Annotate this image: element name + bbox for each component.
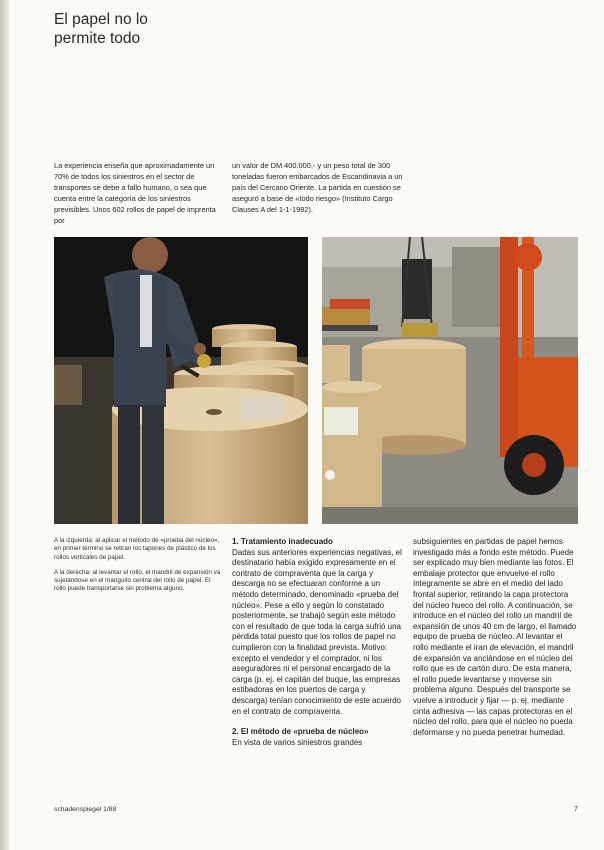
- section-2-text: En vista de varios siniestros grandes: [232, 737, 363, 747]
- intro-paragraph-2: un valor de DM 400.000,- y un peso total de 300 toneladas fueron embarcados de Escandinavia a un país del Cercano Oriente. La partida en cuestión se aseguró a base de «todo riesgo» (Instituto Cargo Clauses A del 1-1-1982).: [232, 161, 403, 214]
- title-line-2: permite todo: [54, 30, 141, 47]
- caption-left: A la izquierda: al aplicar el método de «prueba del núcleo», en primer término se retiran los tapones de plástico de los rollos verticales de papel.: [54, 537, 220, 561]
- body-column-3: [413, 537, 579, 739]
- photo-worker-illustration: [54, 237, 308, 524]
- section-1-text: Dadas sus anteriores experiencias negativas, el destinatario había exigido expresamente en el contrato de compraventa que la carga y descarga no se efectuaran conforme a un método determinado, denominado «prueba del núcleo». Pese a ello y según lo constatado posteriormente, se trabajó según este método con el resultado de que toda la carga sufrió una pérdida total puesto que los rollos de papel no cumplieron con la finalidad prevista. Motivo: excepto el vendedor y el comprador, ni los aseguradores ni el personal encargado de la carga (p. ej. el capitán del buque, las empresas estibadoras en los puertos de carga y descarga) tenían conocimiento de este acuerdo en el contrato de compraventa.: [232, 547, 402, 716]
- intro-paragraph-1: La experiencia enseña que aproximadamente un 70% de todos los siniestros en el sector de transportes se debe a fallo humano, o sea que cuenta entre la categoría de los siniestros previsibles. Unos 602 rollos de papel de imprenta por: [54, 161, 216, 225]
- column-3-text: subsiguientes en partidas de papel hemos investigado más a fondo este método. Puede ser explicado muy bien mediante las fotos. El embalaje protector que envuelve el rollo íntegramente se abre en el medio del lado frontal superior, retirando la capa protectora del núcleo hueco del rollo. A continuación, se introduce en el núcleo del rollo un mandril de expansión de unos 40 cm de largo, el llamado equipo de prueba de núcleo. Al levantar el rollo mediante el iran de elevación, el mandril de expansión va anclándose en el núcleo del rollo que es de cartón duro. De esta manera, el rollo puede levantarse y moverse sin problema alguno. Después del transporte se vuelve a introducir y fijar — p. ej. mediante cinta adhesiva — las capas protectoras en el núcleo del rollo, para que el núcleo no pueda deformarse y no pueda penetrar humedad.: [413, 537, 577, 737]
- title-line-1: El papel no lo: [54, 11, 148, 28]
- intro-column-2: [232, 160, 407, 216]
- intro-column-1: [54, 160, 224, 227]
- photo-forklift-illustration: [322, 237, 578, 524]
- article-title: [54, 10, 148, 48]
- caption-right: A la derecha: al levantar el rollo, el mandril de expansión va sujetándose en el manguito central del rollo de papel. El rollo puede transportarse sin problema alguno.: [54, 568, 221, 593]
- body-column-2: [232, 537, 402, 749]
- scan-edge: [0, 0, 9, 850]
- page-number: 7: [574, 806, 578, 813]
- section-1-heading: 1. Tratamiento inadecuado: [232, 537, 333, 546]
- section-2-heading: 2. El método de «prueba de núcleo»: [232, 727, 369, 737]
- footer-publication: schadenspiegel 1/88: [54, 806, 117, 813]
- photo-worker-rolls: [54, 237, 308, 524]
- photo-forklift-lifting: [322, 237, 578, 524]
- photo-captions: [54, 537, 224, 601]
